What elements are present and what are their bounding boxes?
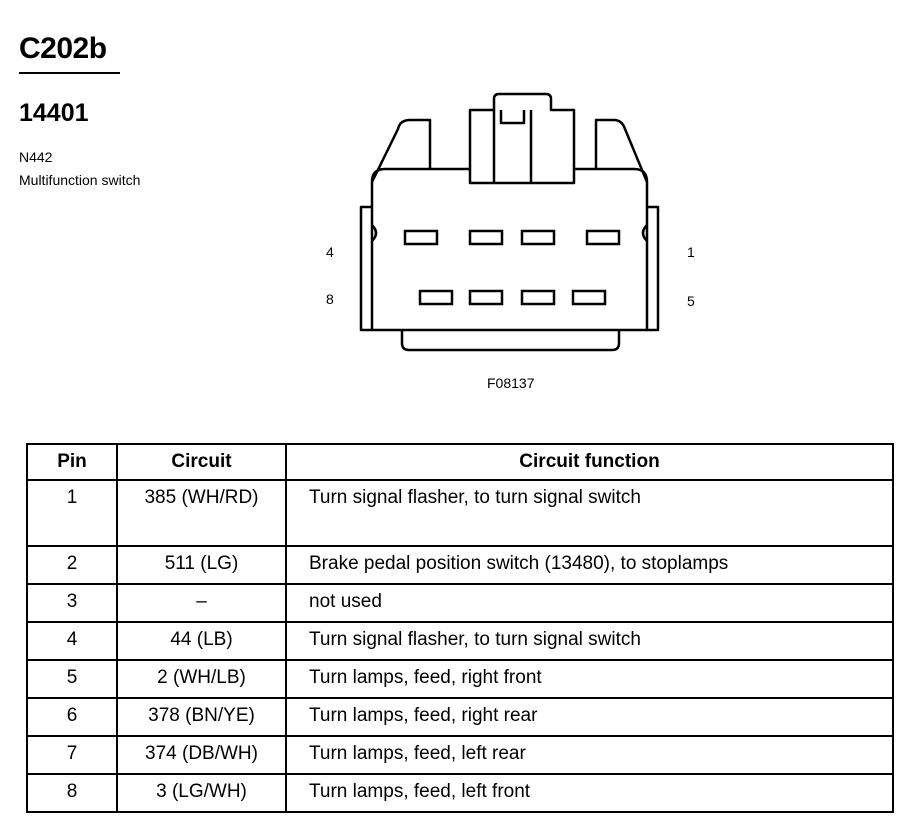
- pin-cavity-4: [405, 231, 437, 244]
- function-cell: Turn lamps, feed, right rear: [286, 698, 893, 736]
- connector-bottom-tab: [402, 330, 619, 350]
- header-circuit-function: Circuit function: [286, 444, 893, 480]
- pin-cell: 5: [27, 660, 117, 698]
- circuit-cell: 2 (WH/LB): [117, 660, 286, 698]
- function-cell: Brake pedal position switch (13480), to stoplamps: [286, 546, 893, 584]
- table-header-row: [27, 444, 893, 480]
- pin-label-bottom-right: 5: [687, 293, 695, 309]
- figure-id: F08137: [487, 375, 535, 391]
- component-name: Multifunction switch: [19, 172, 141, 188]
- function-cell: not used: [286, 584, 893, 622]
- component-code: N442: [19, 149, 53, 165]
- pin-label-top-left: 4: [326, 244, 334, 260]
- pin-label-bottom-left: 8: [326, 291, 334, 307]
- table-row: [27, 774, 893, 812]
- connector-latch-outer: [470, 169, 574, 183]
- pin-cell: 6: [27, 698, 117, 736]
- function-cell: Turn signal flasher, to turn signal switch: [286, 480, 893, 546]
- pin-cell: 1: [27, 480, 117, 546]
- pin-cavity-1: [587, 231, 619, 244]
- function-cell: Turn lamps, feed, right front: [286, 660, 893, 698]
- circuit-cell: 511 (LG): [117, 546, 286, 584]
- pin-cavity-6: [522, 291, 554, 304]
- pin-cell: 4: [27, 622, 117, 660]
- pin-cavity-7: [470, 291, 502, 304]
- circuit-cell: 385 (WH/RD): [117, 480, 286, 546]
- pin-table: [26, 443, 894, 813]
- connector-id: C202b: [19, 32, 107, 65]
- table-row: [27, 480, 893, 546]
- table-row: [27, 622, 893, 660]
- connector-id-underline: [19, 72, 120, 74]
- circuit-cell: 374 (DB/WH): [117, 736, 286, 774]
- function-cell: Turn lamps, feed, left front: [286, 774, 893, 812]
- connector-latch: [494, 110, 531, 183]
- pin-cavity-5: [573, 291, 605, 304]
- connector-left-flange: [361, 207, 372, 330]
- connector-right-flange: [647, 207, 658, 330]
- pin-cell: 2: [27, 546, 117, 584]
- connector-face-diagram: [350, 85, 662, 357]
- header-circuit: Circuit: [117, 444, 286, 480]
- pin-cell: 8: [27, 774, 117, 812]
- circuit-cell: 378 (BN/YE): [117, 698, 286, 736]
- pin-cell: 3: [27, 584, 117, 622]
- pin-cell: 7: [27, 736, 117, 774]
- table-row: [27, 584, 893, 622]
- part-number: 14401: [19, 99, 89, 127]
- pin-label-top-right: 1: [687, 244, 695, 260]
- pin-cavity-3: [470, 231, 502, 244]
- circuit-cell: 44 (LB): [117, 622, 286, 660]
- function-cell: Turn lamps, feed, left rear: [286, 736, 893, 774]
- circuit-cell: 3 (LG/WH): [117, 774, 286, 812]
- pin-cavity-2: [522, 231, 554, 244]
- circuit-cell: –: [117, 584, 286, 622]
- table-row: [27, 698, 893, 736]
- table-row: [27, 660, 893, 698]
- pin-cavity-8: [420, 291, 452, 304]
- function-cell: Turn signal flasher, to turn signal switch: [286, 622, 893, 660]
- table-row: [27, 736, 893, 774]
- connector-latch-inner: [501, 110, 524, 123]
- table-row: [27, 546, 893, 584]
- connector-top-edge: [430, 94, 596, 169]
- header-pin: Pin: [27, 444, 117, 480]
